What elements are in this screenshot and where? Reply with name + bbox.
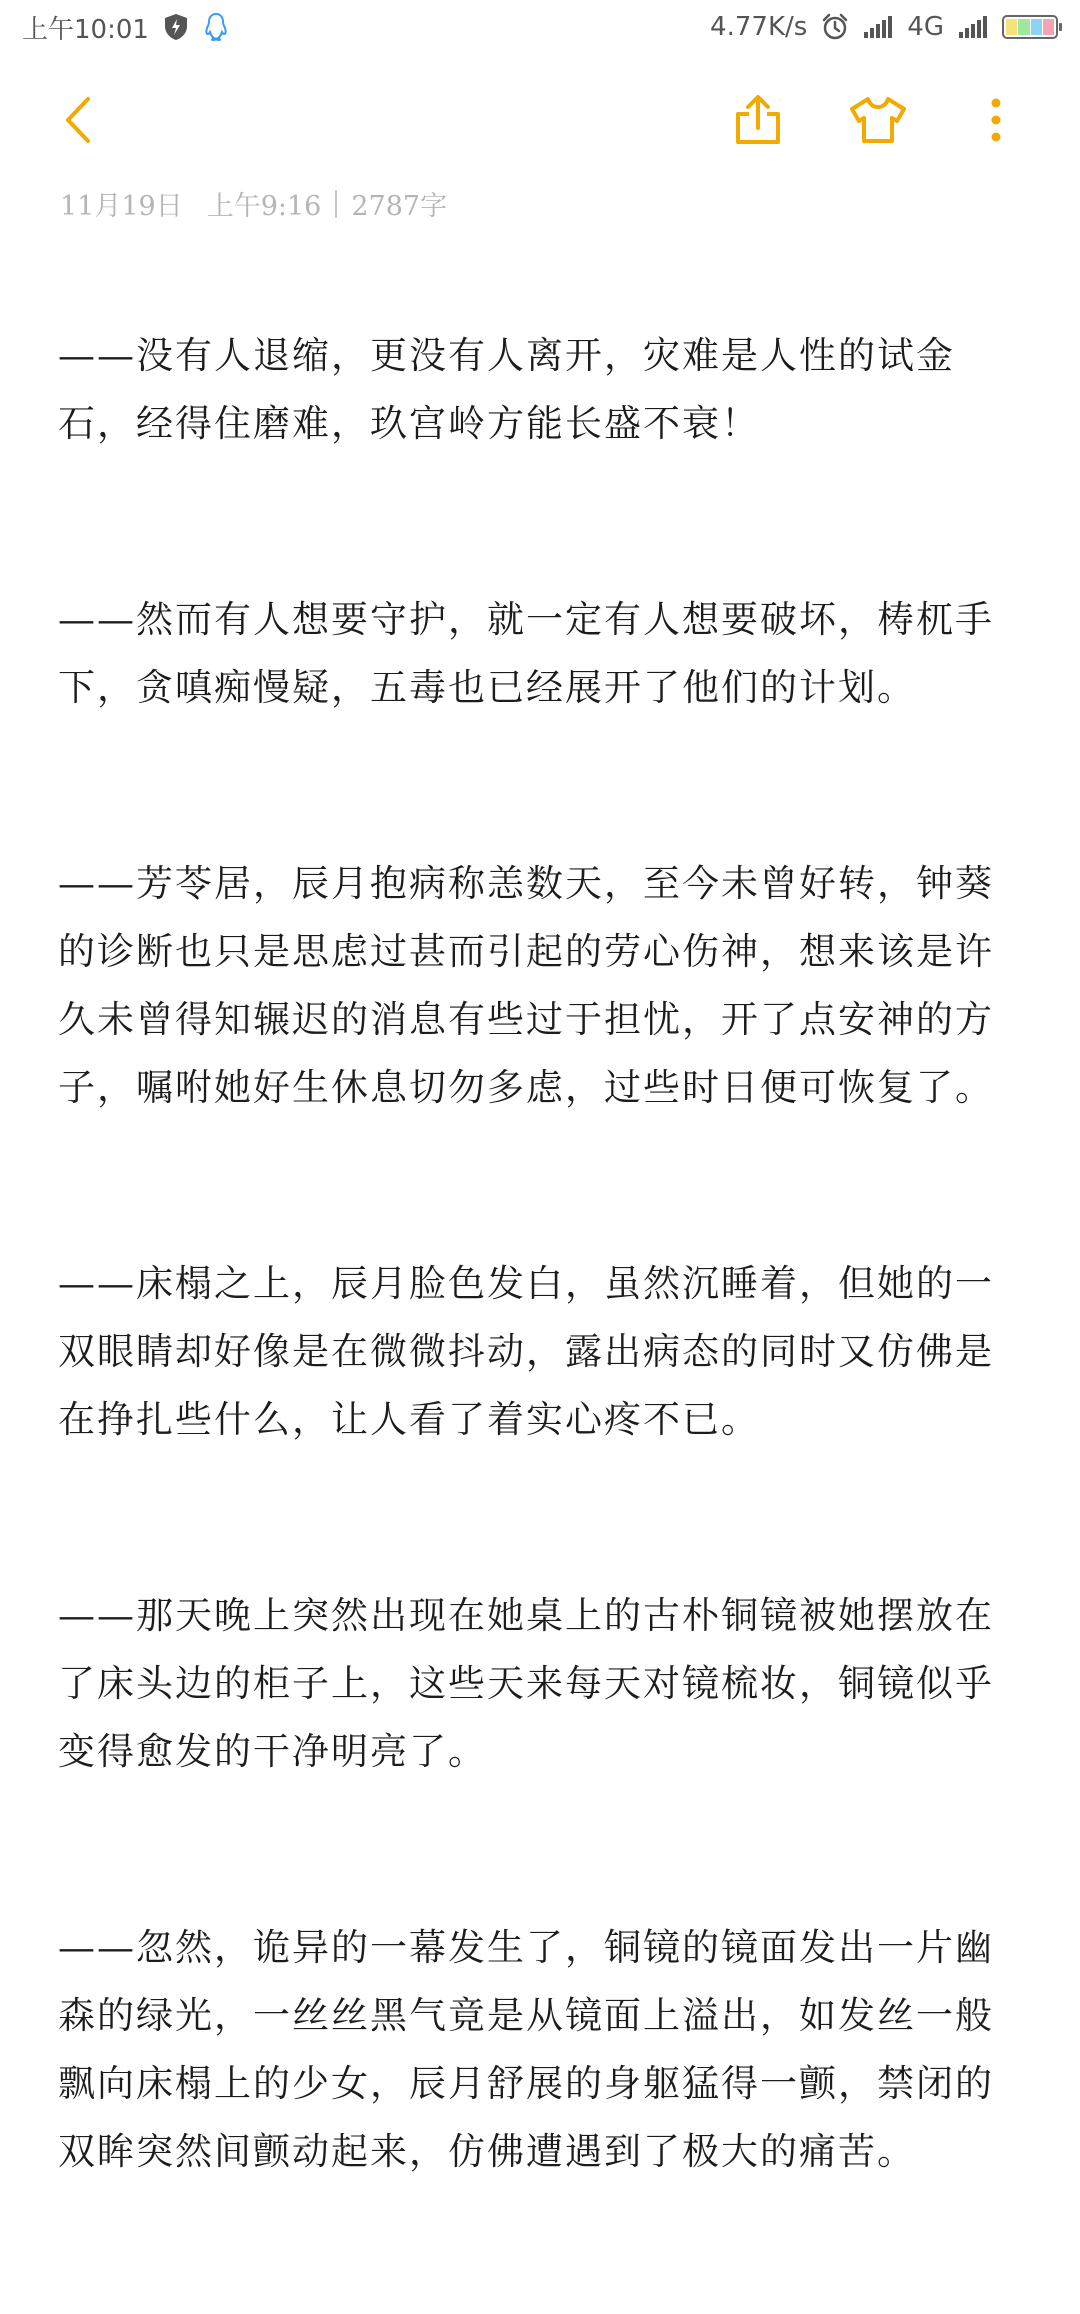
status-time: 上午10:01 (22, 14, 149, 45)
shield-icon (163, 13, 189, 41)
net-speed: 4.77K/s (710, 12, 808, 42)
more-vertical-icon (988, 97, 1004, 143)
meta-divider (335, 190, 337, 218)
back-button[interactable] (38, 70, 118, 170)
battery-segment (1018, 19, 1029, 35)
note-content[interactable] (58, 322, 1026, 2314)
signal-icon-2 (958, 15, 988, 39)
note-meta (60, 184, 447, 223)
network-type: 4G (907, 12, 944, 42)
share-button[interactable] (718, 70, 798, 170)
paragraph: ——忽然，诡异的一幕发生了，铜镜的镜面发出一片幽森的绿光，一丝丝黑气竟是从镜面上溢出，如发丝一般飘向床榻上的少女，辰月舒展的身躯猛得一颤，禁闭的双眸突然间颤动起来，仿佛遭遇到了极大的痛苦。 (58, 1926, 994, 2173)
word-count: 2787字 (351, 191, 448, 222)
paragraph: ——芳苓居，辰月抱病称恙数天，至今未曾好转，钟葵的诊断也只是思虑过甚而引起的劳心伤神，想来该是许久未曾得知辗迟的消息有些过于担忧，开了点安神的方子，嘱咐她好生休息切勿多虑，过些时日便可恢复了。 (58, 862, 994, 1109)
signal-icon (863, 15, 893, 39)
paragraph: ——那天晚上突然出现在她桌上的古朴铜镜被她摆放在了床头边的柜子上，这些天来每天对镜梳妆，铜镜似乎变得愈发的干净明亮了。 (58, 1594, 994, 1773)
paragraph: ——没有人退缩，更没有人离开，灾难是人性的试金石，经得住磨难，玖宫岭方能长盛不衰！ (58, 334, 955, 445)
battery-segment (1006, 19, 1017, 35)
note-time: 上午9:16 (206, 191, 322, 222)
toolbar (0, 70, 1080, 170)
shirt-icon (848, 95, 908, 145)
status-left (22, 9, 229, 46)
more-button[interactable] (956, 70, 1036, 170)
qq-icon (203, 12, 229, 42)
status-bar (0, 0, 1080, 54)
status-right (710, 12, 1058, 42)
alarm-clock-icon (821, 13, 849, 41)
share-icon (733, 94, 783, 146)
battery-segment (1043, 19, 1054, 35)
chevron-left-icon (58, 95, 98, 145)
note-date: 11月19日 (60, 191, 183, 222)
battery-icon (1002, 15, 1058, 39)
theme-button[interactable] (838, 70, 918, 170)
paragraph: ——床榻之上，辰月脸色发白，虽然沉睡着，但她的一双眼睛却好像是在微微抖动，露出病态的同时又仿佛是在挣扎些什么，让人看了着实心疼不已。 (58, 1262, 994, 1441)
paragraph: ——然而有人想要守护，就一定有人想要破坏，梼杌手下，贪嗔痴慢疑，五毒也已经展开了他们的计划。 (58, 598, 994, 709)
battery-segment (1031, 19, 1042, 35)
